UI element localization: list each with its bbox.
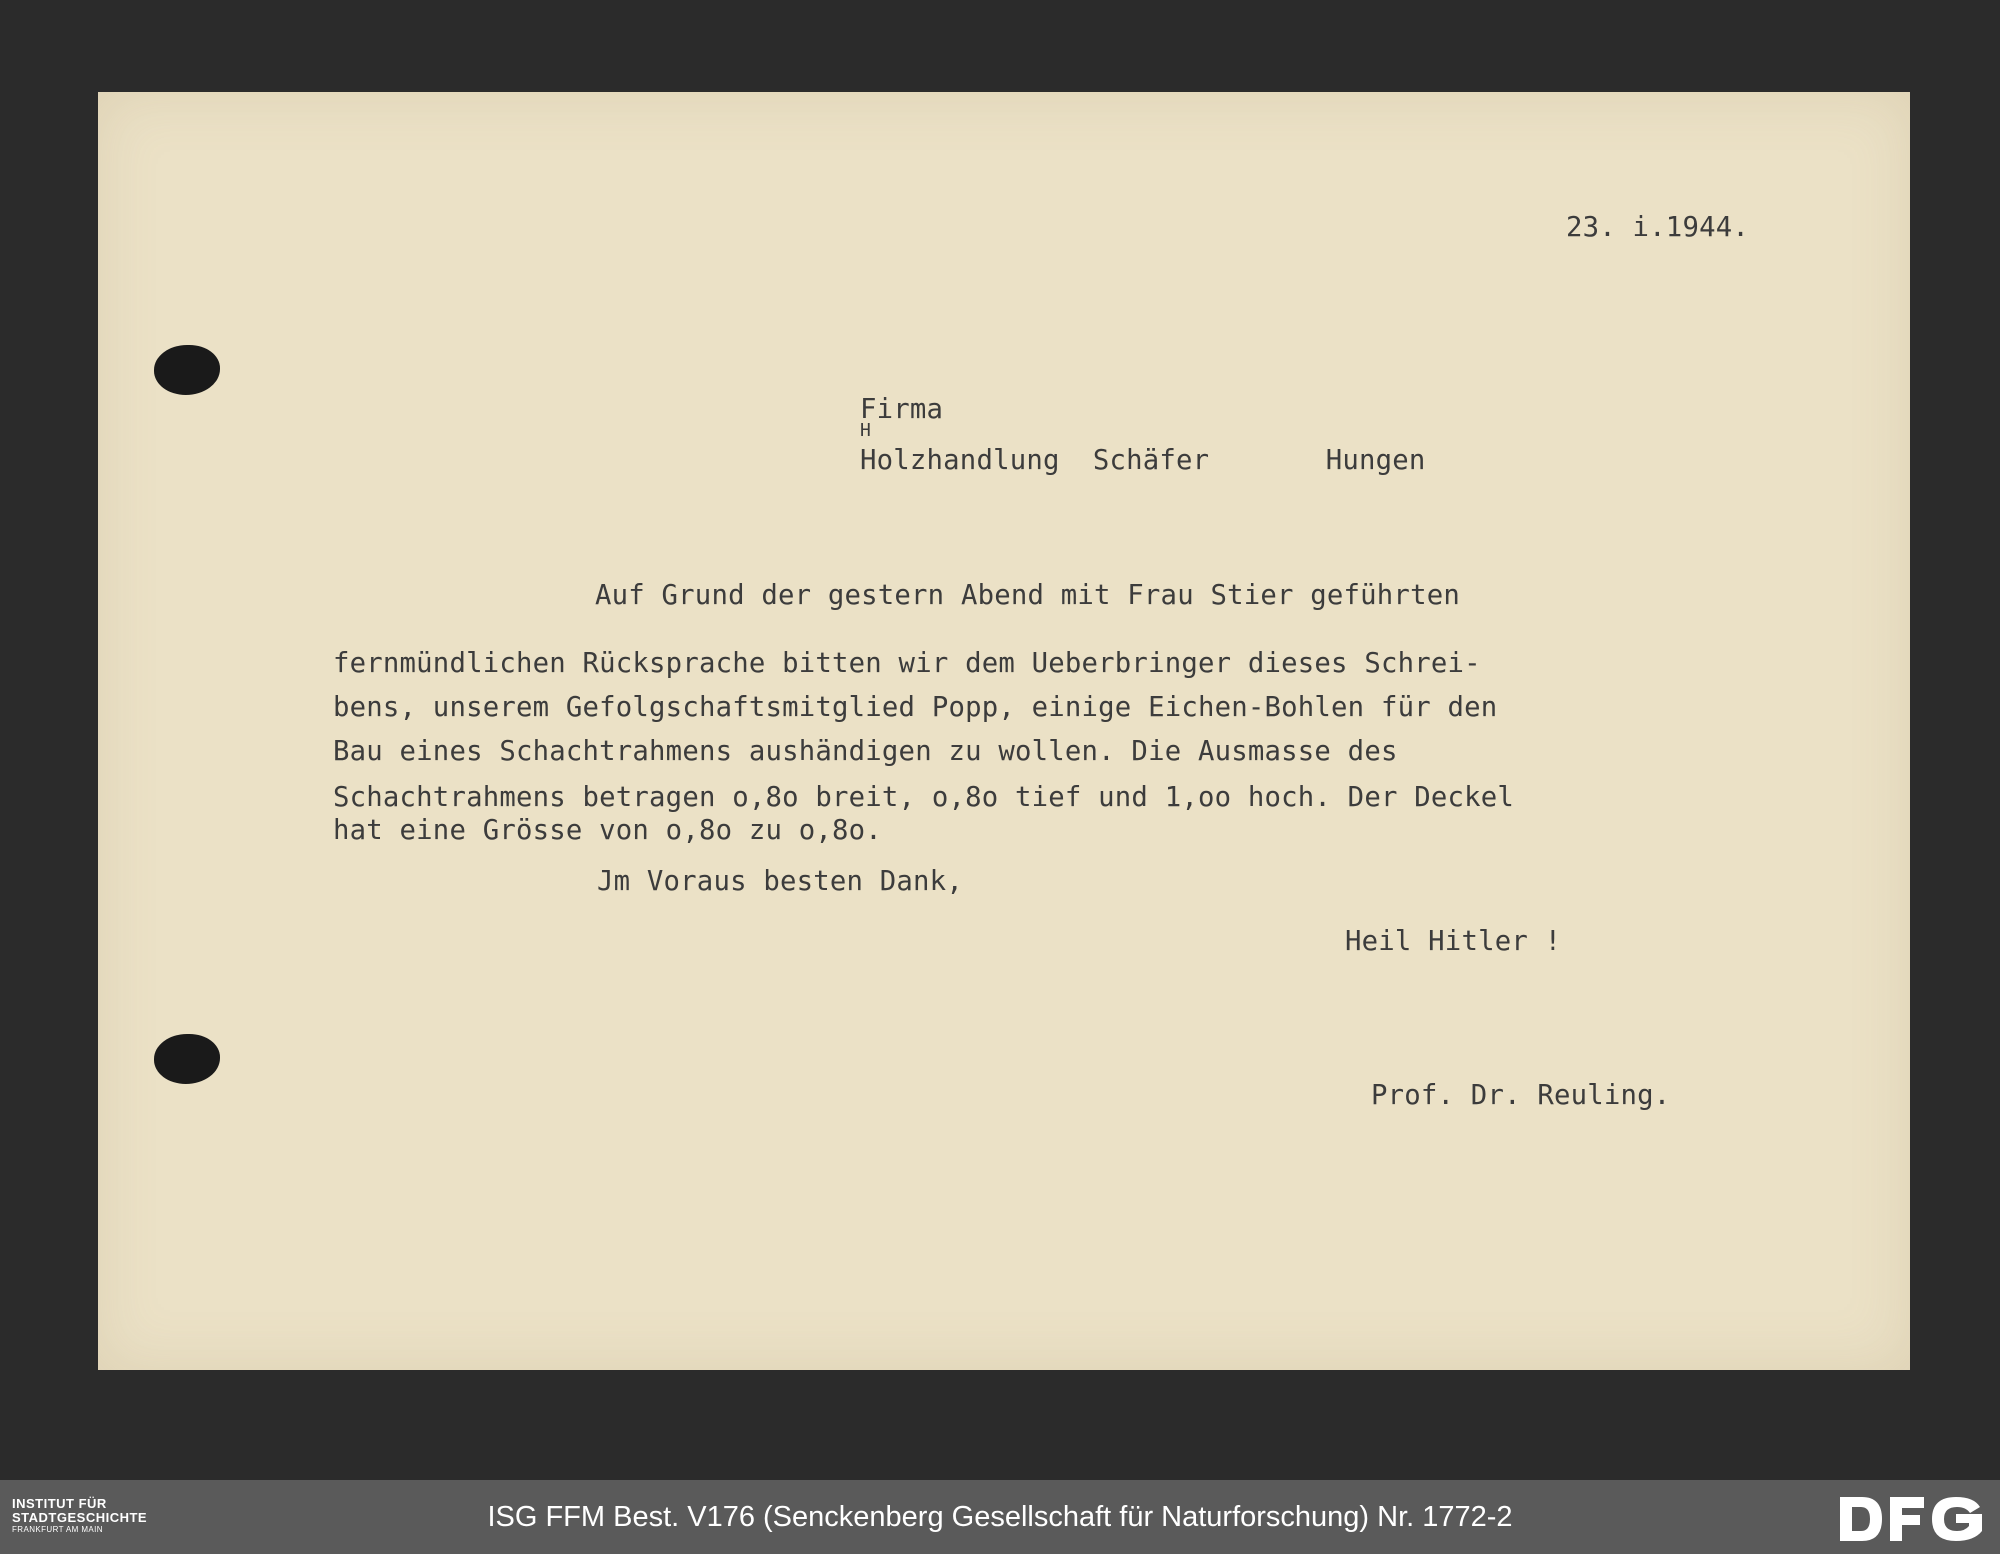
- body-line-3: bens, unserem Gefolgschaftsmitglied Popp, einige Eichen-Bohlen für den: [333, 692, 1498, 723]
- signature-line: Prof. Dr. Reuling.: [1371, 1080, 1671, 1111]
- body-line-6: hat eine Grösse von o,8o zu o,8o.: [333, 815, 882, 846]
- letter-date: 23. i.1944.: [1566, 212, 1749, 243]
- punch-hole-top: [154, 345, 220, 395]
- closing-line: Jm Voraus besten Dank,: [597, 866, 963, 897]
- punch-hole-bottom: [154, 1034, 220, 1084]
- body-line-5: Schachtrahmens betragen o,8o breit, o,8o tief und 1,oo hoch. Der Deckel: [333, 782, 1515, 813]
- body-line-2: fernmündlichen Rücksprache bitten wir dem Ueberbringer dieses Schrei-: [333, 648, 1481, 679]
- institute-city: FRANKFURT AM MAIN: [12, 1525, 103, 1534]
- archive-reference: ISG FFM Best. V176 (Senckenberg Gesellschaft für Naturforschung) Nr. 1772-2: [487, 1501, 1513, 1533]
- institute-name-line1: INSTITUT FÜR: [12, 1496, 107, 1511]
- body-line-1: Auf Grund der gestern Abend mit Frau Stier geführten: [595, 580, 1460, 611]
- institute-name-line2: STADTGESCHICHTE: [12, 1510, 148, 1525]
- archive-footer: [0, 1480, 2000, 1554]
- letter-paper: [98, 92, 1910, 1370]
- salutation-line: Heil Hitler !: [1345, 926, 1562, 957]
- body-line-4: Bau eines Schachtrahmens aushändigen zu wollen. Die Ausmasse des: [333, 736, 1398, 767]
- recipient-correction: H: [860, 420, 872, 441]
- dfg-logo: [1838, 1493, 1986, 1545]
- recipient-firma: Firma: [860, 394, 944, 425]
- recipient-address: Holzhandlung Schäfer Hungen: [860, 445, 1426, 476]
